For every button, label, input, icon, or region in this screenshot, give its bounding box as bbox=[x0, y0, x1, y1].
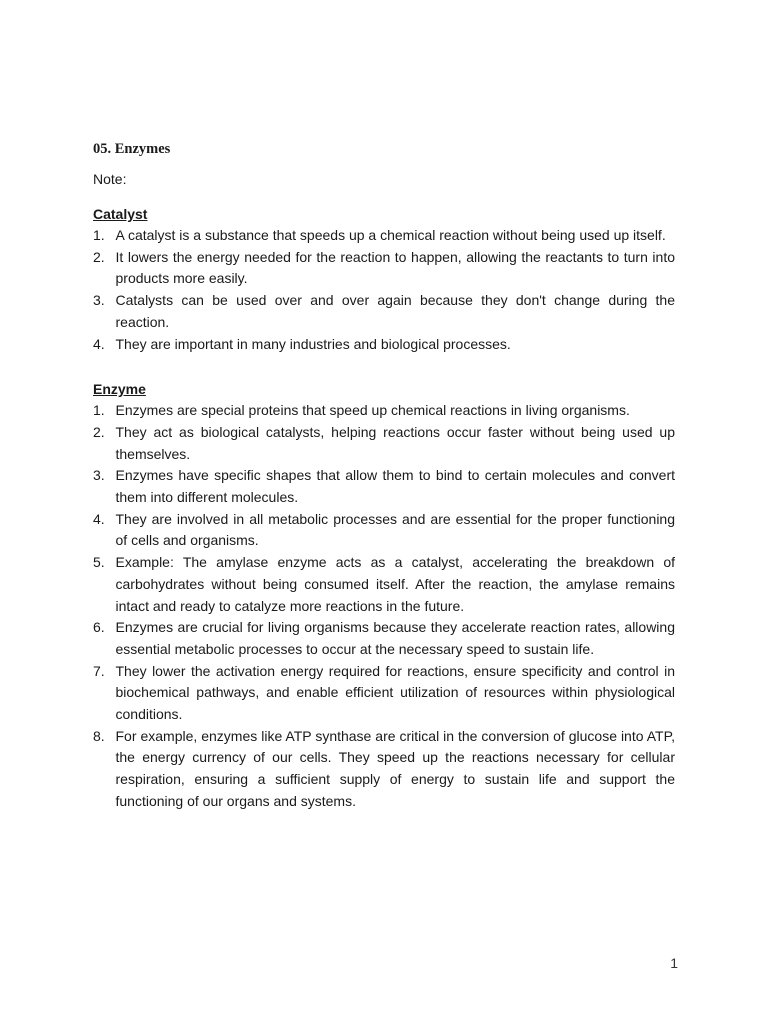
list-item bbox=[93, 726, 675, 813]
list-item bbox=[93, 552, 675, 617]
list-item-text: Example: The amylase enzyme acts as a catalyst, accelerating the breakdown of carbohydrates without being consumed itself. After the reaction, the amylase remains intact and ready to catalyze more reactions in the future. bbox=[115, 554, 675, 614]
list-item bbox=[93, 509, 675, 552]
section-heading-enzyme: Enzyme bbox=[93, 381, 146, 398]
list-item-text: They act as biological catalysts, helping reactions occur faster without being used up themselves. bbox=[115, 423, 675, 462]
list-number: 3. bbox=[93, 467, 105, 484]
enzyme-list bbox=[93, 400, 675, 812]
list-item bbox=[93, 247, 675, 290]
list-item bbox=[93, 334, 675, 356]
list-item bbox=[93, 400, 675, 422]
list-number: 2. bbox=[93, 423, 105, 440]
list-item-text: Enzymes are crucial for living organisms because they accelerate reaction rates, allowing essential metabolic processes to occur at the necessary speed to sustain life. bbox=[115, 619, 675, 657]
list-number: 6. bbox=[93, 619, 105, 636]
list-number: 4. bbox=[93, 335, 105, 352]
note-label: Note: bbox=[93, 171, 127, 187]
list-item-text: It lowers the energy needed for the reaction to happen, allowing the reactants to turn into products more easily. bbox=[115, 248, 675, 287]
list-item-text: They lower the activation energy required for reactions, ensure specificity and control in biochemical pathways, and enable efficient utilization of resources within physiological conditions. bbox=[115, 662, 675, 723]
list-item-text: A catalyst is a substance that speeds up a chemical reaction without being used up itself. bbox=[115, 227, 666, 243]
list-item-text: Enzymes are special proteins that speed up chemical reactions in living organisms. bbox=[115, 402, 630, 419]
list-item-text: They are involved in all metabolic processes and are essential for the proper functioning of cells and organisms. bbox=[115, 510, 675, 549]
list-item bbox=[93, 422, 675, 465]
list-item bbox=[93, 617, 675, 660]
list-number: 1. bbox=[93, 227, 105, 243]
page-number: 1 bbox=[670, 955, 678, 971]
list-number: 4. bbox=[93, 510, 105, 527]
catalyst-list bbox=[93, 225, 675, 355]
list-item-text: Enzymes have specific shapes that allow them to bind to certain molecules and convert them into different molecules. bbox=[115, 467, 675, 506]
list-item bbox=[93, 290, 675, 333]
list-item bbox=[93, 661, 675, 726]
list-item bbox=[93, 465, 675, 508]
list-number: 8. bbox=[93, 727, 105, 744]
document-title: 05. Enzymes bbox=[93, 141, 171, 157]
list-number: 3. bbox=[93, 292, 105, 309]
document-body bbox=[93, 138, 675, 813]
list-item-text: They are important in many industries and biological processes. bbox=[115, 335, 511, 352]
list-number: 2. bbox=[93, 248, 105, 265]
list-item-text: Catalysts can be used over and over again because they don't change during the reaction. bbox=[115, 292, 675, 330]
list-item bbox=[93, 225, 675, 247]
list-item-text: For example, enzymes like ATP synthase are critical in the conversion of glucose into ATP, the energy currency of our cells. They speed up the reactions necessary for cellular respiration, ensuring a sufficient supply of energy to sustain life and support the functioning of our organs and systems. bbox=[115, 727, 675, 809]
list-number: 5. bbox=[93, 554, 105, 571]
section-heading-catalyst: Catalyst bbox=[93, 206, 148, 222]
list-number: 7. bbox=[93, 662, 105, 679]
list-number: 1. bbox=[93, 402, 105, 419]
